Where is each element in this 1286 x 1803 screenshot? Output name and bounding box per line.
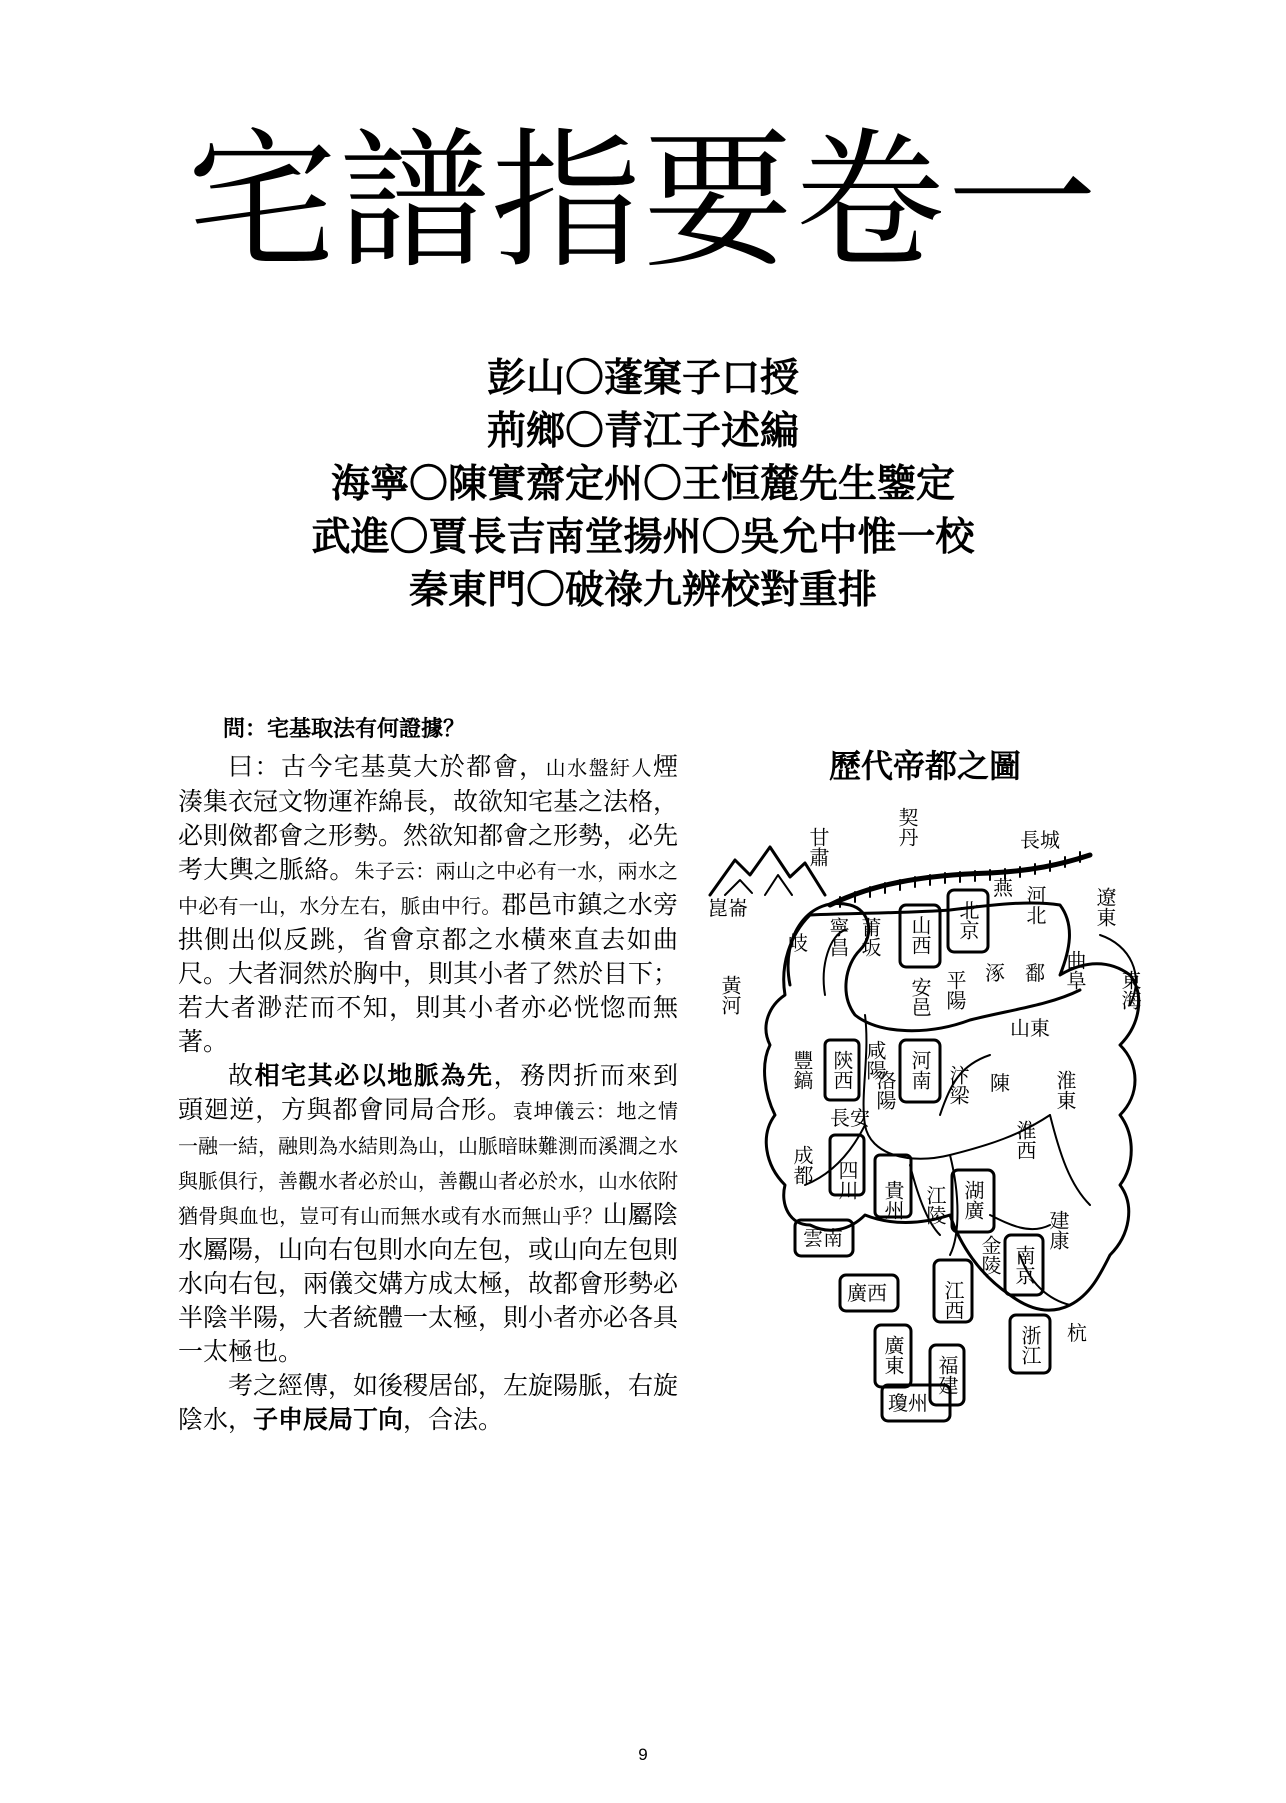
para2-text-b: ，務閃折而來到頭廻逆，方與都會同局合形。: [178, 1061, 678, 1124]
para2-text-a: 故: [228, 1061, 255, 1090]
para2-bold: 相宅其必以地脈為先: [254, 1061, 494, 1090]
paragraph-3: [178, 1369, 678, 1437]
credit-line: 海寧〇陳實齋定州〇王恒麓先生鑒定: [330, 461, 955, 507]
label-jiangxi: 江西: [941, 1280, 965, 1320]
label-zhuo: 涿: [985, 961, 1005, 985]
credit-line: 武進〇賈長吉南堂揚州〇吳允中惟一校: [311, 514, 975, 560]
label-yan: 燕: [993, 876, 1013, 900]
label-chen: 陳: [990, 1071, 1010, 1095]
para3-text-b: ，合法。: [403, 1405, 504, 1434]
label-qi: 岐: [788, 931, 808, 955]
label-huanghe: 黃河: [718, 975, 742, 1015]
para1-text-b: 煙湊集衣冠文物運祚綿長，故欲知宅基之法格，必則傚都會之形勢。然欲知都會之形勢，必先考大輿之脈絡。: [178, 752, 679, 884]
chapter-title: 宅譜指要卷一: [186, 115, 1099, 289]
label-liaodong: 遼東: [1093, 887, 1117, 927]
label-sichuan: 四川: [835, 1160, 859, 1200]
label-jiangling: 江陵: [923, 1185, 947, 1225]
label-shandong: 山東: [1010, 1016, 1050, 1040]
label-qidan: 契丹: [895, 807, 919, 847]
question-heading: 問：宅基取法有何證據？: [223, 716, 466, 742]
label-gansu: 甘肅: [806, 827, 830, 867]
label-hang: 杭: [1067, 1321, 1087, 1345]
label-huaixi: 淮西: [1013, 1120, 1037, 1160]
label-ningchang: 寧昌: [826, 917, 850, 957]
label-beijing: 北京: [956, 900, 980, 940]
label-fujian: 福建: [935, 1355, 959, 1395]
paragraph-1: [178, 750, 678, 1059]
label-guangdong: 廣東: [881, 1335, 905, 1375]
label-donghai: 東海: [1118, 970, 1142, 1010]
label-henan: 河南: [908, 1050, 932, 1090]
label-pingyang: 平陽: [943, 970, 967, 1010]
label-fenghao: 豐鎬: [790, 1050, 814, 1090]
label-shanxi: 山西: [908, 915, 932, 955]
page-number: 9: [638, 1745, 648, 1764]
label-anyi: 安邑: [908, 977, 932, 1017]
credit-line: 彭山〇蓬窠子口授: [486, 355, 799, 401]
label-po: 鄱: [1025, 961, 1045, 985]
label-luoyang: 洛陽: [873, 1070, 897, 1110]
para1-text-c: 郡邑市鎮之水旁拱側出似反跳，省會京都之水橫來直去如曲尺。大者洞然於胸中，則其小者了然於目下；若大者渺茫而不知，則其小者亦必恍惚而無著。: [178, 890, 679, 1056]
label-zhejiang: 浙江: [1018, 1325, 1042, 1365]
para1-small: 山水盤紆人: [545, 756, 653, 780]
label-xianyang: 咸陽: [863, 1040, 887, 1080]
paragraph-2: [178, 1059, 678, 1369]
label-huguang: 湖廣: [961, 1180, 985, 1220]
body-text: [178, 712, 678, 1437]
para2-note: 袁坤儀云：地之情一融一結，融則為水結則為山，山脈暗昧難測而溪澗之水與脈俱行，善觀水者必於山，善觀山者必於水，山水依附猶骨與血也，豈可有山而無水或有水而無山乎？: [178, 1099, 678, 1228]
label-huaidong: 淮東: [1053, 1070, 1077, 1110]
credit-line: 秦東門〇破祿九辨校對重排: [408, 567, 877, 613]
label-hebei: 河北: [1023, 885, 1047, 925]
label-jiankang: 建康: [1046, 1210, 1070, 1250]
label-guangxi: 廣西: [847, 1281, 887, 1305]
label-kunlun: 崑崙: [708, 896, 748, 920]
map-title: 歷代帝都之圖: [828, 747, 1022, 785]
para1-note: 朱子云：兩山之中必有一水，兩水之中必有一山，水分左右，脈由中行。: [178, 859, 678, 918]
para2-text-c: 山屬陰水屬陽，山向右包則水向左包，或山向左包則水向右包，兩儀交媾方成太極，故都會形勢必半陰半陽，大者統體一太極，則小者亦必各具一太極也。: [178, 1200, 679, 1366]
para3-bold: 子申辰局丁向: [253, 1405, 404, 1434]
label-changan: 長安: [830, 1106, 870, 1130]
label-qufu: 曲阜: [1063, 950, 1087, 990]
imperial-capitals-map: [690, 735, 1160, 1415]
label-great-wall: 長城: [1020, 828, 1060, 852]
label-yunnan: 雲南: [803, 1226, 843, 1250]
label-nanjing: 南京: [1012, 1245, 1036, 1285]
credits-block: [0, 352, 1286, 617]
credit-line: 荊鄉〇青江子述編: [486, 408, 799, 454]
label-guizhou: 貴州: [881, 1180, 905, 1220]
label-jinling: 金陵: [978, 1235, 1002, 1275]
label-chengdu: 成都: [790, 1145, 814, 1185]
label-qiongzhou: 瓊州: [888, 1391, 928, 1415]
label-puban: 莆坂: [858, 917, 882, 957]
para1-text-a: 曰：古今宅基莫大於都會，: [228, 752, 546, 781]
para3-text-a: 考之經傳，如後稷居邰，左旋陽脈，右旋陰水，: [178, 1371, 679, 1434]
label-shaanxi: 陝西: [830, 1050, 854, 1090]
label-bianliang: 汴梁: [946, 1065, 970, 1105]
